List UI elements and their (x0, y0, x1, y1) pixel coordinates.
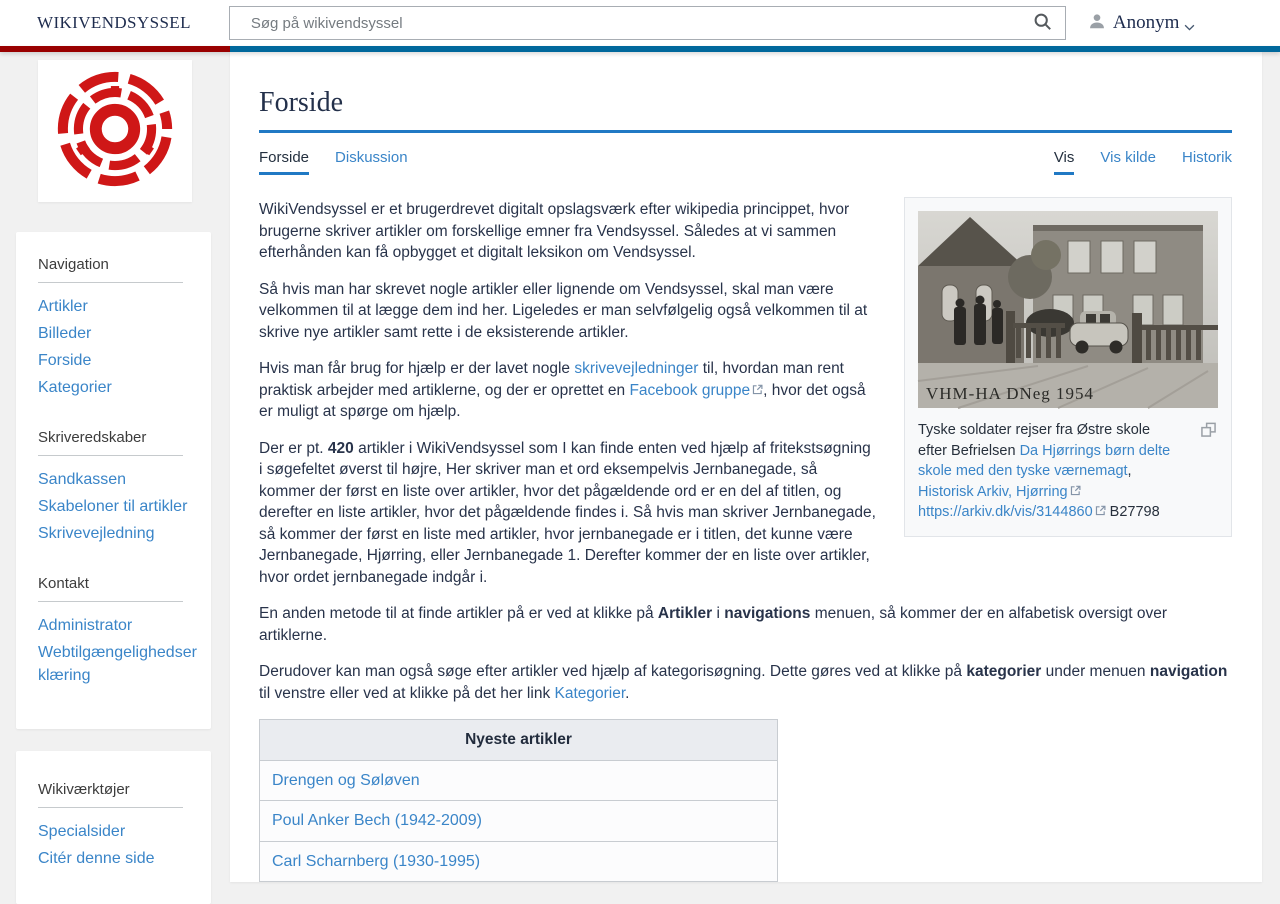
text-run: . (625, 684, 630, 702)
title-rule (259, 130, 1232, 133)
text-run: Der er pt. (259, 439, 328, 457)
sidebar-item-citer-denne-side[interactable]: Citér denne side (38, 850, 155, 867)
photo-soldiers-oestre-skole[interactable] (918, 211, 1218, 408)
text-link[interactable]: https://arkiv.dk/vis/3144860 (918, 504, 1093, 520)
text-link[interactable]: skrivevejledninger (574, 360, 699, 377)
article-link[interactable]: Carl Scharnberg (1930-1995) (272, 852, 481, 870)
table-header-row (260, 720, 778, 761)
external-link-icon (752, 382, 763, 399)
text-run: menuen, så kommer der en alfabetisk oversigt over artiklerne. (259, 605, 1168, 644)
tab-historik[interactable]: Historik (1181, 149, 1232, 166)
sidebar-section-navigation (38, 256, 211, 399)
table-row (260, 801, 778, 842)
text-run: , hvor det også er muligt at spørge om hjælp. (259, 381, 866, 420)
search-bar (229, 6, 1066, 40)
photo-watermark: VHM-HA DNeg 1954 (926, 383, 1095, 403)
sidebar-section-kontakt (38, 575, 211, 687)
sidebar-heading: Wikiværktøjer (38, 781, 183, 808)
site-logo[interactable] (38, 60, 192, 202)
sidebar-item-forside[interactable]: Forside (38, 352, 92, 369)
sidebar-heading: Skriveredskaber (38, 429, 183, 456)
search-button[interactable] (1026, 9, 1060, 37)
article-paragraph (259, 603, 1232, 646)
tab-forside[interactable]: Forside (259, 149, 309, 175)
sidebar-item-billeder[interactable]: Billeder (38, 325, 92, 342)
image-thumbnail-card (904, 197, 1232, 537)
site-wordmark[interactable]: WIKIVENDSYSSEL (37, 13, 191, 32)
text-run: under menuen (1041, 663, 1150, 680)
bold-text: kategorier (966, 663, 1042, 680)
enlarge-icon[interactable] (1201, 422, 1216, 444)
tab-vis-kilde[interactable]: Vis kilde (1100, 149, 1156, 166)
text-run: WikiVendsyssel er et brugerdrevet digitalt opslagsværk efter wikipedia princippet, hvor brugerne skriver artikler om forskellige emner fra Vendsyssel. Således at vi sammen efterhånden kan få opbygget et digitalt leksikon om Vendsyssel. (259, 201, 850, 261)
page-title: Forside (259, 87, 343, 118)
text-run: til venstre eller ved at klikke på det her link (259, 684, 555, 702)
article-paragraph (259, 661, 1232, 704)
text-link[interactable]: Kategorier (554, 684, 626, 702)
sidebar (0, 52, 230, 904)
sidebar-heading: Kontakt (38, 575, 183, 602)
text-run: , (1127, 463, 1132, 479)
external-link-icon (1095, 504, 1106, 520)
sidebar-item-skabeloner[interactable]: Skabeloner til artikler (38, 498, 188, 515)
sidebar-item-sandkassen[interactable]: Sandkassen (38, 471, 127, 488)
text-run: Så hvis man har skrevet nogle artikler eller lignende om Vendsyssel, skal man være velkommen til at lægge dem ind her. Ligeledes er man selvfølgelig også velkommen til at skrive nye artikler samt rette i de eksisterende artikler. (259, 280, 868, 341)
table-row (260, 760, 778, 801)
image-caption (918, 420, 1218, 523)
table-row (260, 841, 778, 882)
text-link[interactable]: Da Hjørrings børn delte skole med den tyske værnemagt (918, 442, 1171, 479)
user-name: Anonym (1112, 12, 1180, 33)
newest-articles-table (259, 719, 778, 882)
article-link[interactable]: Poul Anker Bech (1942-2009) (272, 812, 482, 829)
sidebar-item-webtilgaengelighed[interactable]: Webtilgængelighedserklæring (38, 644, 197, 684)
sidebar-item-skrivevejledning[interactable]: Skrivevejledning (38, 525, 155, 542)
sidebar-tools-card (16, 751, 211, 904)
sidebar-item-kategorier[interactable]: Kategorier (38, 379, 112, 396)
sidebar-section-skriveredskaber (38, 429, 211, 545)
accent-bar-red (0, 46, 230, 52)
accent-bars (0, 46, 1280, 52)
sidebar-section-wikivaerktoejer (38, 781, 211, 870)
content-area (230, 52, 1262, 882)
labyrinth-logo-icon (46, 65, 184, 198)
caption-text (918, 422, 1170, 520)
text-run: til, hvordan man rent praktisk arbejder med artiklerne, og der er oprettet en (259, 360, 844, 399)
sidebar-item-specialsider[interactable]: Specialsider (38, 823, 126, 840)
text-run: Derudover kan man også søge efter artikler ved hjælp af kategorisøgning. Dette gøres ved at klikke på (259, 663, 967, 680)
chevron-down-icon (1184, 18, 1195, 36)
sidebar-nav-card (16, 232, 211, 729)
article-link[interactable]: Drengen og Søløven (272, 771, 420, 789)
tab-diskussion[interactable]: Diskussion (335, 149, 408, 166)
sidebar-item-administrator[interactable]: Administrator (38, 617, 133, 634)
article-body (259, 199, 1232, 882)
bold-text: navigation (1149, 663, 1228, 680)
search-icon (1033, 12, 1053, 35)
page-tabs (259, 149, 1232, 175)
user-icon (1088, 12, 1106, 35)
user-menu[interactable] (1088, 12, 1196, 35)
external-link-icon (1070, 484, 1081, 500)
accent-bar-blue (230, 46, 1280, 52)
text-run: En anden metode til at finde artikler på er ved at klikke på (259, 605, 658, 622)
bold-text: Artikler (657, 605, 713, 622)
sidebar-item-artikler[interactable]: Artikler (38, 298, 88, 315)
text-run: B27798 (1105, 504, 1160, 520)
sidebar-heading: Navigation (38, 256, 183, 283)
bold-text: navigations (724, 605, 811, 622)
text-link[interactable]: Facebook gruppe (629, 381, 751, 399)
table-header: Nyeste artikler (260, 720, 778, 761)
text-run: artikler i WikiVendsyssel som I kan finde enten ved hjælp af fritekstsøgning i søgefeltet øverst til højre, Her skriver man et ord eksempelvis Jernbanegade, så kommer der først en liste over artikler, hvor det pågældende ord er en del af titlen, og derefter en liste artikler, hvor det pågældende findes i. Så hvis man skriver Jernbanegade, så kommer der først en liste med artikler, hvor jernbanegade er i titlen, det kunne være Jernbanegade, Hjørring, eller Jernbanegade 1. Derefter kommer der en liste over artikler, hvor ordet jernbanegade indgår i. (259, 439, 876, 586)
search-input[interactable] (229, 6, 1066, 40)
text-run: Tyske soldater rejser fra Østre skole efter Befrielsen (918, 422, 1151, 459)
text-run: Hvis man får brug for hjælp er der lavet nogle (259, 360, 575, 377)
tab-vis[interactable]: Vis (1054, 149, 1075, 175)
bold-text: 420 (327, 439, 354, 457)
text-link[interactable]: Historisk Arkiv, Hjørring (918, 483, 1068, 500)
site-header (0, 0, 1280, 46)
text-run: i (712, 605, 725, 622)
